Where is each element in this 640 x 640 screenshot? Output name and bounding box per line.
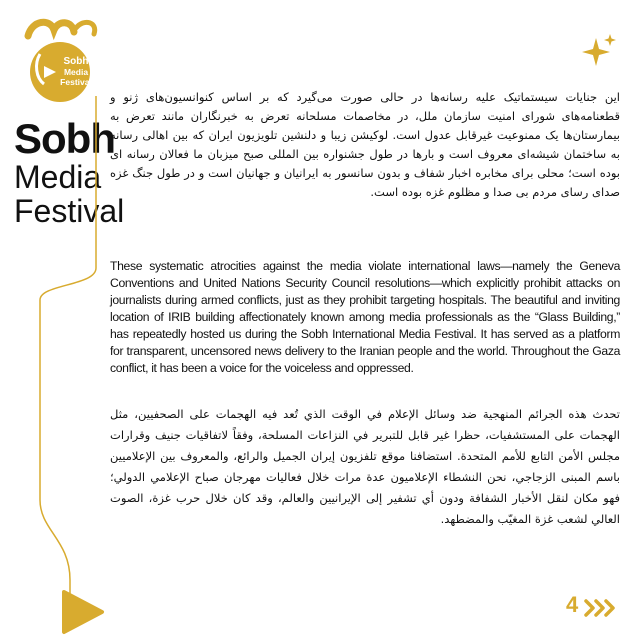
arabic-paragraph: تحدث هذه الجرائم المنهجية ضد وسائل الإعلام في الوقت الذي تُعد فيه الهجمات على الصحفيين، مثل الهجمات على المستشفيات، حظرا غير قابل للتبرير في النزاعات المسلحة، وفقاً لاتفاقيات جنيف وقرارات مجلس الأمن التابع للأمم المتحدة. استضافنا موقع تلفزيون إيران الجميل والرائع، والمعروف بين الإعلاميين باسم المبنى الزجاجي، نحن النشطاء الإعلاميون عدة مرات خلال فعاليات مهرجان صباح الإعلامي الدولي؛ فهو مكان لنقل الأخبار الشفافة ودون أي تشفير إلى الإيرانيين والعالم، وقد كان خلال حرب غزة، الصوت العالي لشعب غزة المغيّب والمضطهد. — [110, 407, 620, 526]
festival-name-line1: Sobh — [14, 115, 115, 162]
english-paragraph: These systematic atrocities against the media violate international laws—namely the Geneva Conventions and United Nations Security Council resolutions—which explicitly prohibit attacks on journalists during armed conflicts, just as they prohibit targeting hospitals. The beautiful and inviting location of IRIB building affectionately known among media professionals as the “Glass Building,” has repeatedly hosted us during the Sobh International Media Festival. It has served as a platform for transparent, uncensored news delivery to the Iranian people and the world. Throughout the Gaza conflict, it has been a voice for the voiceless and oppressed. — [110, 259, 620, 375]
logo-text-line3: Festival — [60, 77, 92, 87]
festival-name-line2: Media — [14, 159, 102, 195]
chevrons-right-icon — [584, 599, 618, 617]
play-icon — [60, 588, 106, 636]
page-number: 4 — [566, 592, 579, 617]
logo-text-line2: Media — [63, 67, 89, 77]
sparkle-icon — [580, 34, 620, 70]
festival-name-line3: Festival — [14, 193, 125, 229]
logo-text-line1: Sobh — [63, 56, 89, 67]
persian-paragraph: این جنایات سیستماتیک علیه رسانه‌ها در حالی صورت می‌گیرد که بر اساس کنوانسیون‌های ژنو و قطعنامه‌های شورای امنیت سازمان ملل، در مخاصمات مسلحانه تعرض به خبرنگاران مانند تعرض به بیمارستان‌ها یک ممنوعیت غیرقابل عدول است. لوکیشن زیبا و دلنشین تلویزیون ایران که بین اهالی رسانه به ساختمان شیشه‌ای معروف است و بارها در طول جشنواره بین المللی صبح میزبان ما فعالان رسانه ای بوده است؛ محلی برای مخابره اخبار شفاف و بدون سانسور به ایرانیان و جهانیان است و در طول جنگ غزه صدای رسای مردم بی صدا و مظلوم غزه بوده است. — [110, 90, 620, 199]
